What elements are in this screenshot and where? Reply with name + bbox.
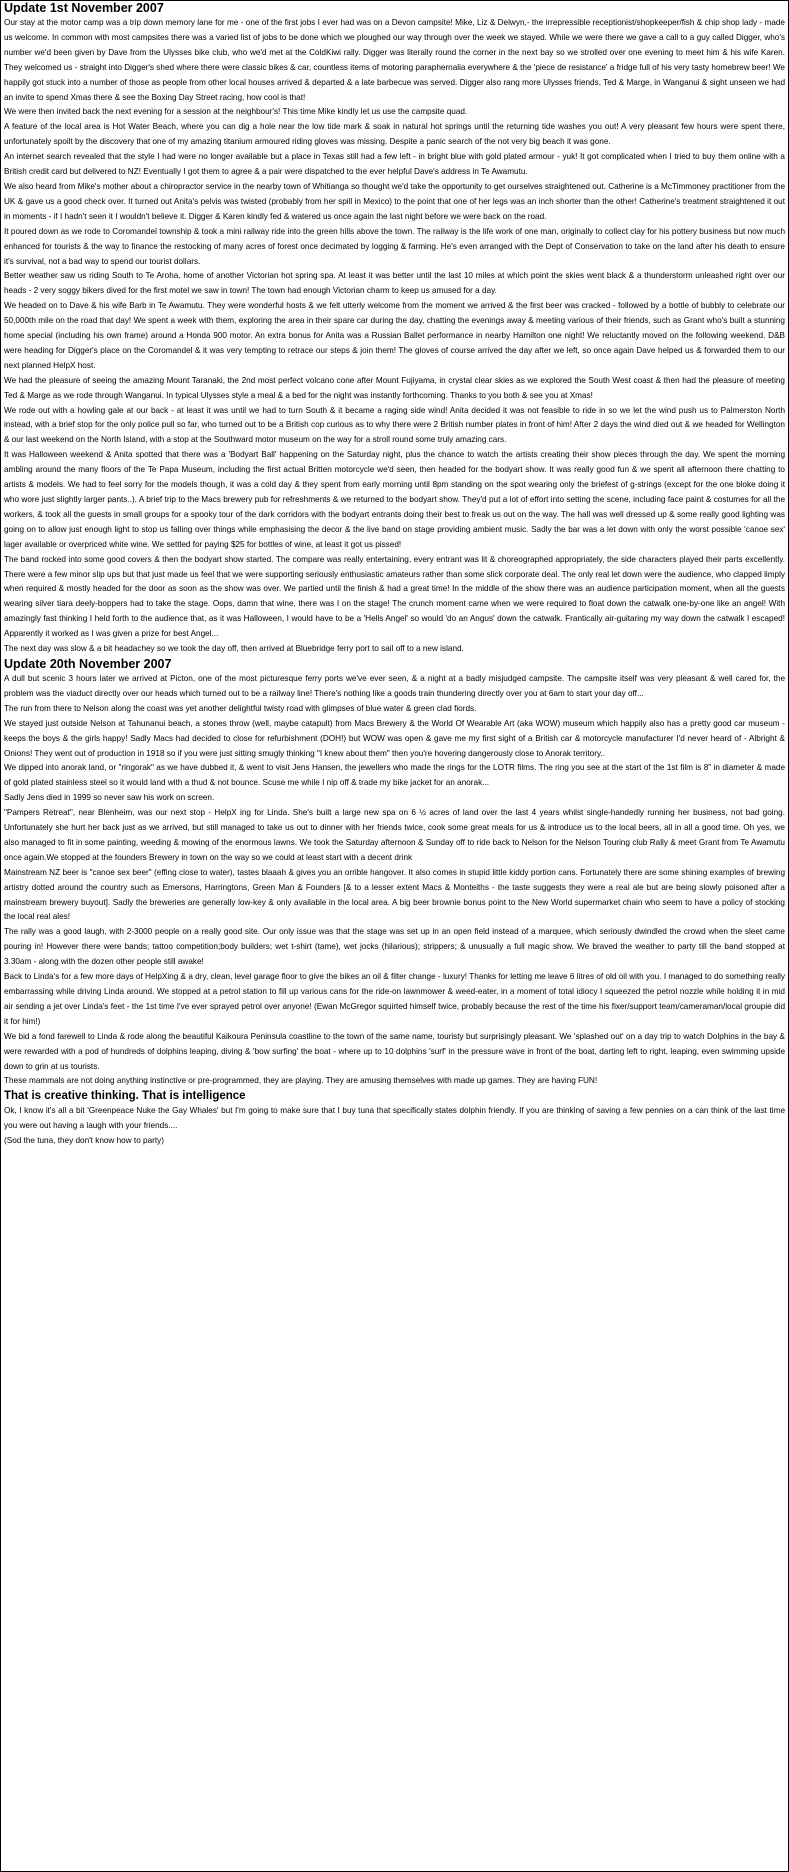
paragraph: We bid a fond farewell to Linda & rode along the beautiful Kaikoura Peninsula coastline to the town of the same name, touristy but surprisingly pleasant. We 'splashed out' on a day trip to watch Dolphins in the bay & were rewarded with a pod of hundreds of dolphins leaping, diving & 'bow surfing' the boat - where up to 10 dolphins 'surf' in the pressure wave in front of the boat, darting left to right, leaping, even swimming upside down to grin at us tourists. [4,1031,785,1071]
paragraph: Back to Linda's for a few more days of HelpXing & a dry, clean, level garage floor to give the bikes an oil & filter change - luxury! Thanks for letting me leave 6 litres of old oil with you. I managed to do something really embarrassing while driving Linda around. We stopped at a petrol station to fill up various cans for the ride-on lawnmower & weed-eater, in a moment of total idiocy I squeezed the petrol nozzle while holding it in mid air sending a jet over Linda's feet - the 1st time I've ever sprayed petrol over anyone! (Ewan McGregor squirted himself twice, probably because the rest of the time his fixer/support team/cameraman/local groupie did it for him!) [4,972,785,1026]
paragraph: It poured down as we rode to Coromandel township & took a mini railway ride into the green hills above the town. The railway is the life work of one man, originally to collect clay for his pottery business but now much enhanced for tourists & the way to finance the restocking of many acres of forest once decimated by logging & farming. He's even arranged with the Dept of Conservation to take on the land after his death to ensure it's survival, not a bad way to spend our tourist dollars. [4,226,785,266]
paragraph: We were then invited back the next evening for a session at the neighbour's! This time Mike kindly let us use the campsite quad. [4,107,468,117]
paragraph: These mammals are not doing anything instinctive or pre-programmed, they are playing. They are amusing themselves with made up games. They are having FUN! [4,1076,598,1086]
paragraph: An internet search revealed that the style I had were no longer available but a place in Texas still had a few left - in bright blue with gold plated armour - yuk! It got complicated when I tried to buy them online with a British credit card but delivered to NZ! Eventually I got them to agree & a pair were dispatched to the ever helpful Dave's address in Te Awamutu. [4,152,785,177]
paragraph: We had the pleasure of seeing the amazing Mount Taranaki, the 2nd most perfect volcano cone after Mount Fujiyama, in crystal clear skies as we explored the South West coast & then had the pleasure of meeting Ted & Marge as we rode through Wanganui. In typical Ulysses style a meal & a bed for the night was instantly forthcoming. Thanks to you both & see you at Xmas! [4,375,785,400]
bold-statement: That is creative thinking. That is intelligence [4,1090,246,1103]
update-heading: Update 1st November 2007 [4,1,164,15]
paragraph: Our stay at the motor camp was a trip down memory lane for me - one of the first jobs I ever had was on a Devon campsite! Mike, Liz & Delwyn,- the irrepressible receptionist/shopkeeper/fish & chip shop lady - made us welcome. In common with most campsites there was a varied list of jobs to be done which we ploughed our way through over the week we stayed. While we were there we gave a call to a guy called Digger, who's number we'd been given by Dave from the Ulysses bike club, who we'd met at the ColdKiwi rally. Digger was literally round the corner in the next bay so we strolled over one evening to meet him & his wife Karen. They welcomed us - straight into Digger's shed where there were classic bikes & car, countless items of motoring paraphernalia everywhere & the 'piece de resistance' a fridge full of his very tasty homebrew beer! We happily got stuck into a number of those as people from other local houses arrived & departed & a late barbecue was served. Digger also rang more Ulysses friends, Ted & Marge, in Wanganui & sight unseen we had an invite to spend Xmas there & see the Boxing Day Street racing, how cool is that! [4,18,785,102]
paragraph: We stayed just outside Nelson at Tahunanui beach, a stones throw (well, maybe catapult) from Macs Brewery & the World Of Wearable Art (aka WOW) museum which happily also has a pretty good car museum - keeps the boys & the girls happy! Sadly Macs had decided to close for refurbishment (DOH!) but WOW was open & gave me my first sight of a British car & motorcycle manufacturer I'd never heard of - Albright & Onions! They went out of production in 1918 so if you were just sitting smugly thinking "I knew about them" then you're hovering dangerously close to Anorak territory.. [4,718,785,758]
paragraph: The band rocked into some good covers & then the bodyart show started. The compare was really entertaining, every entrant was lit & choreographed appropriately, the side characters played their parts excellently. There were a few minor slip ups but that just made us feel that we were supporting seriously enthusiastic amateurs rather than some slick corporate deal. The only real let down were the audience, who clapped limply when required & mostly headed for the door as soon as the show was over. We partied until the finish & had a great time! In the middle of the show there was an audience participation moment, when all the guests wearing silver tiara deely-boppers had to take the stage. Oops, damn that wine, there was I on the stage! The crunch moment came when we were required to float down the catwalk one-by-one like an angel! With amazingly fast thinking I held forth to the audience that, as it was Halloween, I would have to be a 'Hells Angel' so would 'do an Angus' down the catwalk. Frantically air-guitaring my way down the catwalk I escaped! Apparently it worked as I was given a prize for best Angel... [4,554,785,639]
update-heading: Update 20th November 2007 [4,656,172,671]
paragraph: "Pampers Retreat", near Blenheim, was our next stop - HelpX ing for Linda. She's built a large new spa on 6 ½ acres of land over the last 4 years whilst single-handedly running her business, not bad going. Unfortunately she hurt her back just as we arrived, but still managed to take us out to dinner with her friends twice, cook some great meals for us & introduce us to the local beers, all in all a good time. Oh yes, we also managed to fit in some painting, weeding & mowing of the enormous lawns. We took the Saturday afternoon & Sunday off to ride back to Nelson for the Nelson Touring club Rally & meet Grant from Te Awamutu once again.We stopped at the founders Brewery in town on the way so we could at least start with a decent drink [4,808,785,862]
paragraph: Sadly Jens died in 1999 so never saw his work on screen. [4,793,215,803]
paragraph: (Sod the tuna, they don't know how to party) [4,1136,164,1146]
paragraph: We dipped into anorak land, or "ringorak" as we have dubbed it, & went to visit Jens Hansen, the jewellers who made the rings for the LOTR films. The ring you see at the start of the 1st film is 8" in diameter & made of gold plated stainless steel so it would land with a thud & not bounce. Scuse me while I nip off & trade my bike jacket for an anorak... [4,763,785,788]
paragraph: Better weather saw us riding South to Te Aroha, home of another Victorian hot spring spa. At least it was better until the last 10 miles at which point the skies went black & a thunderstorm unleashed right over our heads - 2 very soggy bikers dived for the first motel we saw in town! The town had enough Victorian charm to keep us amused for a day. [4,271,785,296]
paragraph: A dull but scenic 3 hours later we arrived at Picton, one of the most picturesque ferry ports we've ever seen, & a night at a badly misjudged campsite. The campsite itself was very pleasant & well cared for, the problem was the viaduct directly over our heads which turned out to be a railway line! There's nothing like a goods train thundering directly over you at 6am to start your day off... [4,673,785,698]
paragraph: Ok, I know it's all a bit 'Greenpeace Nuke the Gay Whales' but I'm going to make sure that I buy tuna that specifically states dolphin friendly. If you are thinking of saving a few pennies on a can think of the last time you were out having a laugh with your friends.... [4,1106,785,1131]
paragraph: It was Halloween weekend & Anita spotted that there was a 'Bodyart Ball' happening on the Saturday night, plus the chance to watch the artists creating their show pieces through the day. We spent the morning ambling around the many floors of the Te Papa Museum, including the first actual Britten motorcycle we'd seen, then headed for the bodyart show. It was really good fun & we spent all afternoon there chatting to artists & models. We had to feel sorry for the models though, it was a cold day & they spent from early morning until 8pm standing on the spot wearing only the briefest of g-strings (except for the one bloke doing it who wore just slightly larger pants..). A brief trip to the Macs brewery pub for refreshments & we returned to the bodyart show. They'd put a lot of effort into setting the scene, including face paint & costumes for all the workers, & took all the guests in small groups for a spooky tour of the dark corridors with the bodyart entrants doing their best to freak us out on the way. The hall was well dressed up & some really good lighting was going on to allow just enough light to stop us falling over things while emphasising the decor & the live band on stage providing ambient music. Sadly the bar was a let down with only the worst possible 'canoe sex' lager available or overpriced white wine. We settled for paying $25 for bottles of wine, at least it got us pissed! [4,450,785,549]
paragraph: We also heard from Mike's mother about a chiropractor service in the nearby town of Whitianga so thought we'd take the opportunity to get ourselves straightened out. Catherine is a McTimmoney practitioner from the UK & gave us a good check over. It turned out Anita's pelvis was twisted (probably from her spill in Mexico) to the point that one of her legs was an inch shorter than the other! Catherine's treatment straightened it out in moments - if I hadn't seen it I wouldn't believe it. Digger & Karen kindly fed & watered us once again the last night before we were back on the road. [4,181,785,221]
paragraph: We headed on to Dave & his wife Barb in Te Awamutu. They were wonderful hosts & we felt utterly welcome from the moment we arrived & the first beer was cracked - followed by a bottle of bubbly to celebrate our 50,000th mile on the road that day! We spent a week with them, exploring the area in their spare car during the day, chatting the evenings away & meeting various of their friends, such as Grant who's built a stunning home special (including his own frame) around a Honda 900 motor. An extra bonus for Anita was a Russian Ballet performance in nearby Hamilton one night! We reluctantly moved on the following weekend. D&B were heading for Digger's place on the Coromandel & it was very tempting to retrace our steps & join them! The gloves of course arrived the day after we left, so once again Dave helped us & forwarded them to our next planned HelpX host. [4,301,785,370]
paragraph: The next day was slow & a bit headachey so we took the day off, then arrived at Bluebridge ferry port to sail off to a new island. [4,644,464,654]
paragraph: We rode out with a howling gale at our back - at least it was until we had to turn South & it became a raging side wind! Anita decided it was not feasible to ride in so we let the wind push us to Palmerston North instead, with a brief stop for the only police pull so far, who turned out to be a British cop curious as to why there were 2 British number plates in front of him! After 2 days the wind died out & we headed for Wellington & our last weekend on the North Island, with a stop at the Southward motor museum on the way for a stroll round some truly amazing cars. [4,405,785,445]
paragraph: The rally was a good laugh, with 2-3000 people on a really good site. Our only issue was that the stage was set up in an open field instead of a marquee, which seriously dwindled the crowd when the sleet came pouring in! However there were bands; tattoo competition;body builders; wet t-shirt (tame), wet jocks (hilarious); strippers; & unusually a full magic show. We braved the weather to party till the band stopped at 3.30am - along with the dozen other people still awake! [4,927,785,967]
paragraph: The run from there to Nelson along the coast was yet another delightful twisty road with glimpses of blue water & green clad fiords. [4,703,477,713]
paragraph: A feature of the local area is Hot Water Beach, where you can dig a hole near the low tide mark & soak in natural hot springs until the returning tide washes you out! A very pleasant few hours were spent there, unfortunately spoilt by the discovery that one of my amazing titanium armoured riding gloves was missing. Despite a panic search of the not very big beach it was gone. [4,122,785,147]
paragraph: Mainstream NZ beer is "canoe sex beer" (effing close to water), tastes blaaah & gives you an orrible hangover. It also comes in stupid little kiddy portion cans. Fortunately there are some shining examples of brewing artistry dotted around the country such as Emersons, Harringtons, Green Man & Founders [& to a lesser extent Macs & Monteiths - the taste suggests they were a real ale but are being slowly poisoned after a mainstream brewery buyout]. Sadly the breweries are generally low-key & only available in the local area. A big beer brownie bonus point to the New World supermarket chain who seem to have a policy of stocking the local real ales! [4,867,785,922]
